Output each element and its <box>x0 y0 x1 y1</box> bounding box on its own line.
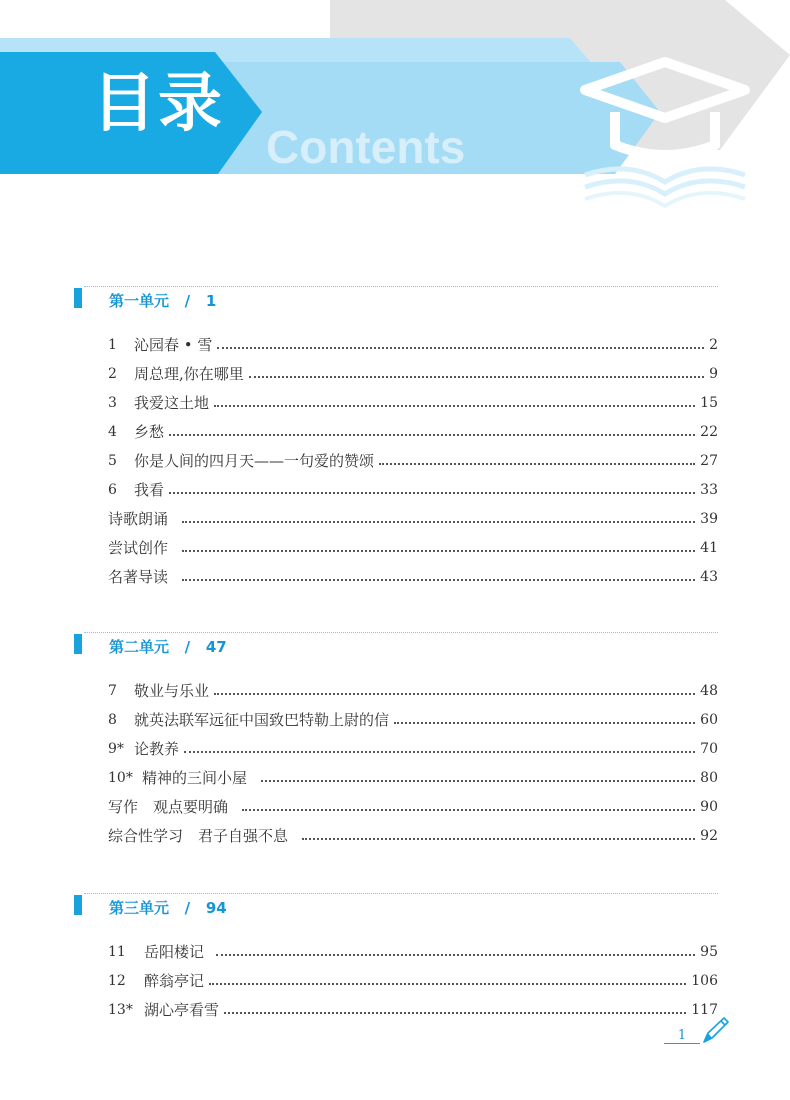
dot-leader <box>214 693 695 695</box>
entry-title: 岳阳楼记 <box>144 943 205 961</box>
entry-title: 论教养 <box>134 740 180 758</box>
entry-number: 4 <box>108 423 117 440</box>
entry-title: 醉翁亭记 <box>144 972 205 990</box>
dot-leader <box>214 405 695 407</box>
pencil-icon <box>700 1016 730 1046</box>
entry-title: 写作 观点要明确 <box>108 798 229 816</box>
entry-title: 敬业与乐业 <box>134 682 210 700</box>
entry-title: 尝试创作 <box>108 539 169 557</box>
entry-page: 33 <box>700 481 718 498</box>
entry-number: 6 <box>108 481 117 498</box>
entry-number: 11 <box>108 943 126 960</box>
toc-list <box>108 676 718 850</box>
entry-page: 70 <box>700 740 718 757</box>
entry-number: 9* <box>108 740 124 757</box>
dot-leader <box>182 521 695 523</box>
unit-marker <box>74 895 82 915</box>
entry-page: 27 <box>700 452 718 469</box>
toc-entry[interactable] <box>108 676 718 705</box>
dot-leader <box>249 376 704 378</box>
unit-name: 第一单元 <box>109 292 170 310</box>
entry-page: 90 <box>700 798 718 815</box>
toc-entry[interactable] <box>108 388 718 417</box>
entry-page: 60 <box>700 711 718 728</box>
dot-leader <box>182 579 695 581</box>
entry-title: 周总理,你在哪里 <box>134 365 244 383</box>
entry-page: 2 <box>709 336 718 353</box>
entry-page: 48 <box>700 682 718 699</box>
toc-entry[interactable] <box>108 359 718 388</box>
unit-page: 94 <box>205 899 227 917</box>
entry-number: 13* <box>108 1001 133 1018</box>
toc-list <box>108 937 718 1024</box>
entry-title: 你是人间的四月天——一句爱的赞颂 <box>134 452 375 470</box>
entry-number: 2 <box>108 365 117 382</box>
unit-heading[interactable]: 第一单元 / 1 <box>109 292 217 310</box>
entry-title: 就英法联军远征中国致巴特勒上尉的信 <box>134 711 390 729</box>
toc-entry[interactable] <box>108 966 718 995</box>
toc-entry[interactable] <box>108 734 718 763</box>
page-number: 1 <box>664 1028 700 1044</box>
dot-leader <box>169 434 695 436</box>
entry-title: 诗歌朗诵 <box>108 510 169 528</box>
entry-page: 9 <box>709 365 718 382</box>
unit-marker <box>74 288 82 308</box>
entry-number: 7 <box>108 682 117 699</box>
entry-page: 15 <box>700 394 718 411</box>
entry-title: 乡愁 <box>134 423 165 441</box>
dot-leader <box>217 347 704 349</box>
unit-page: 1 <box>205 292 217 310</box>
toc-entry[interactable] <box>108 792 718 821</box>
toc-entry[interactable] <box>108 562 718 591</box>
entry-number: 12 <box>108 972 126 989</box>
entry-number: 5 <box>108 452 117 469</box>
unit-divider <box>84 893 718 894</box>
dot-leader <box>209 983 686 985</box>
entry-page: 43 <box>700 568 718 585</box>
entry-page: 22 <box>700 423 718 440</box>
entry-title: 精神的三间小屋 <box>142 769 248 787</box>
entry-page: 92 <box>700 827 718 844</box>
unit-name: 第二单元 <box>109 638 170 656</box>
entry-number: 3 <box>108 394 117 411</box>
unit-page: 47 <box>205 638 227 656</box>
dot-leader <box>184 751 695 753</box>
dot-leader <box>224 1012 686 1014</box>
toc-entry[interactable] <box>108 504 718 533</box>
toc-entry[interactable] <box>108 705 718 734</box>
dot-leader <box>169 492 695 494</box>
entry-title: 湖心亭看雪 <box>144 1001 220 1019</box>
entry-page: 80 <box>700 769 718 786</box>
toc-entry[interactable] <box>108 937 718 966</box>
entry-page: 117 <box>691 1001 718 1018</box>
page-title: 目录 <box>92 67 224 141</box>
toc-list <box>108 330 718 591</box>
dot-leader <box>302 838 695 840</box>
entry-title: 名著导读 <box>108 568 169 586</box>
entry-page: 39 <box>700 510 718 527</box>
entry-title: 综合性学习 君子自强不息 <box>108 827 289 845</box>
unit-divider <box>84 632 718 633</box>
dot-leader <box>182 550 695 552</box>
toc-entry[interactable] <box>108 533 718 562</box>
dot-leader <box>379 463 695 465</box>
toc-entry[interactable] <box>108 330 718 359</box>
unit-divider <box>84 286 718 287</box>
unit-heading[interactable]: 第二单元 / 47 <box>109 638 227 656</box>
unit-name: 第三单元 <box>109 899 170 917</box>
entry-title: 沁园春 • 雪 <box>134 336 213 354</box>
entry-page: 95 <box>700 943 718 960</box>
toc-entry[interactable] <box>108 446 718 475</box>
page-title-english: Contents <box>266 121 466 173</box>
entry-page: 41 <box>700 539 718 556</box>
entry-number: 1 <box>108 336 117 353</box>
toc-entry[interactable] <box>108 417 718 446</box>
toc-entry[interactable] <box>108 821 718 850</box>
dot-leader <box>216 954 695 956</box>
entry-number: 8 <box>108 711 117 728</box>
unit-heading[interactable]: 第三单元 / 94 <box>109 899 227 917</box>
entry-number: 10* <box>108 769 133 786</box>
dot-leader <box>394 722 695 724</box>
entry-title: 我看 <box>134 481 165 499</box>
dot-leader <box>242 809 695 811</box>
entry-title: 我爱这土地 <box>134 394 210 412</box>
unit-marker <box>74 634 82 654</box>
toc-entry[interactable] <box>108 995 718 1024</box>
dot-leader <box>261 780 695 782</box>
entry-page: 106 <box>691 972 718 989</box>
toc-entry[interactable] <box>108 763 718 792</box>
toc-entry[interactable] <box>108 475 718 504</box>
